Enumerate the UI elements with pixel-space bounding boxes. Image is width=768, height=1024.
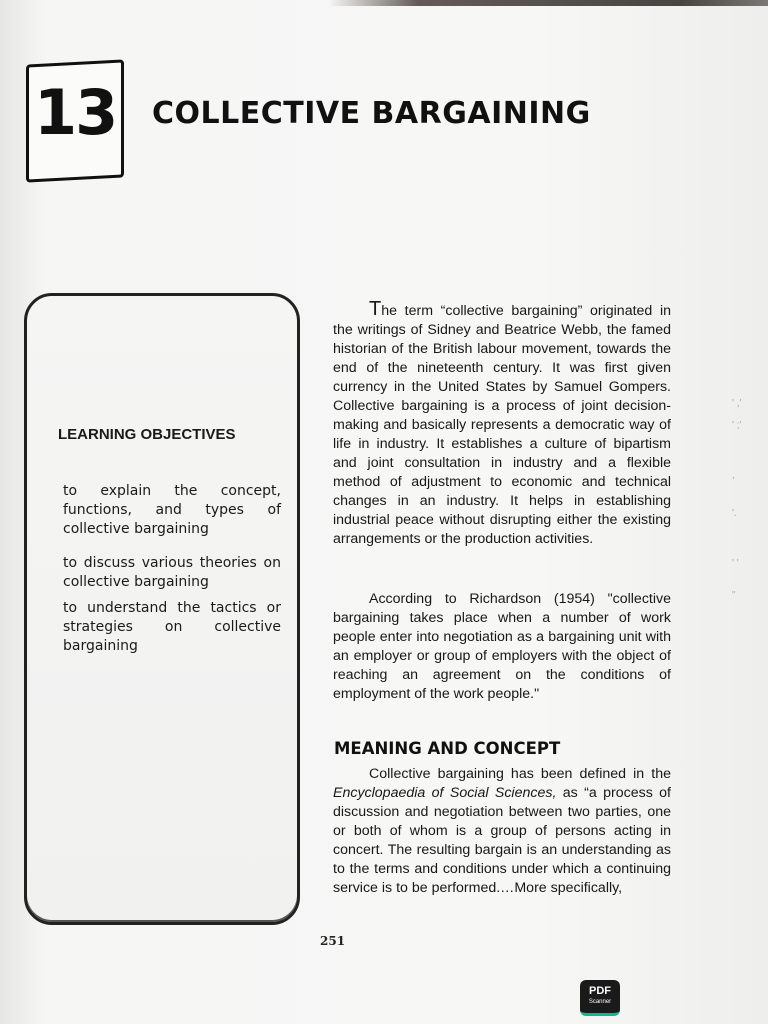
book-top-edge <box>330 0 768 6</box>
intro-paragraph <box>333 300 671 549</box>
objective-item: to discuss various theories on collective bargaining <box>63 555 281 590</box>
bleed-through-marks: ' ,' ' ;' , '. ' ' " <box>732 398 742 601</box>
drop-cap: T <box>369 298 382 320</box>
watermark-line-1: PDF <box>589 985 611 997</box>
intro-paragraph-text: he term “collective bargaining” originated in the writings of Sidney and Beatrice Webb, the famed historian of the British labour movement, towards the end of the nineteenth century. It was first given currency in the United States by Samuel Gompers. Collective bargaining is a process of joint decision-making and basically represents a democratic way of life in industry. It establishes a culture of bipartism and joint consultation in industry and a flexible method of adjustment to economic and technical changes in an industry. It helps in establishing industrial peace without disrupting either the existing arrangements or the production activities. <box>333 303 671 547</box>
page-number: 251 <box>320 934 346 948</box>
chapter-title: COLLECTIVE BARGAINING <box>152 96 591 131</box>
objective-item: to explain the concept, functions, and types of collective bargaining <box>63 483 281 537</box>
encyclopaedia-title: Encyclopaedia of Social Sciences, <box>333 785 557 801</box>
watermark-line-2: Scanner <box>588 999 612 1005</box>
definition-text-start: Collective bargaining has been defined in the <box>369 766 671 782</box>
chapter-number: 13 <box>34 76 117 149</box>
definition-paragraph <box>333 765 671 898</box>
definition-text-end: as “a process of discussion and negotiation between two parties, one or both of whom is a group of persons acting in concert. The resulting bargain is an understanding as to the terms and conditions under which a continuing service is to be performed.…More specifically, <box>333 785 671 896</box>
learning-objectives-heading: LEARNING OBJECTIVES <box>58 426 236 443</box>
richardson-quote-paragraph: According to Richardson (1954) "collective bargaining takes place when a number of work people enter into negotiation as a bargaining unit with an employer or group of employers with the object of reaching an agreement on the conditions of employment of the work people." <box>333 591 671 702</box>
objective-item: to understand the tactics or strategies on collective bargaining <box>63 600 281 654</box>
section-heading: MEANING AND CONCEPT <box>334 739 561 758</box>
pdf-scanner-watermark <box>580 980 620 1016</box>
